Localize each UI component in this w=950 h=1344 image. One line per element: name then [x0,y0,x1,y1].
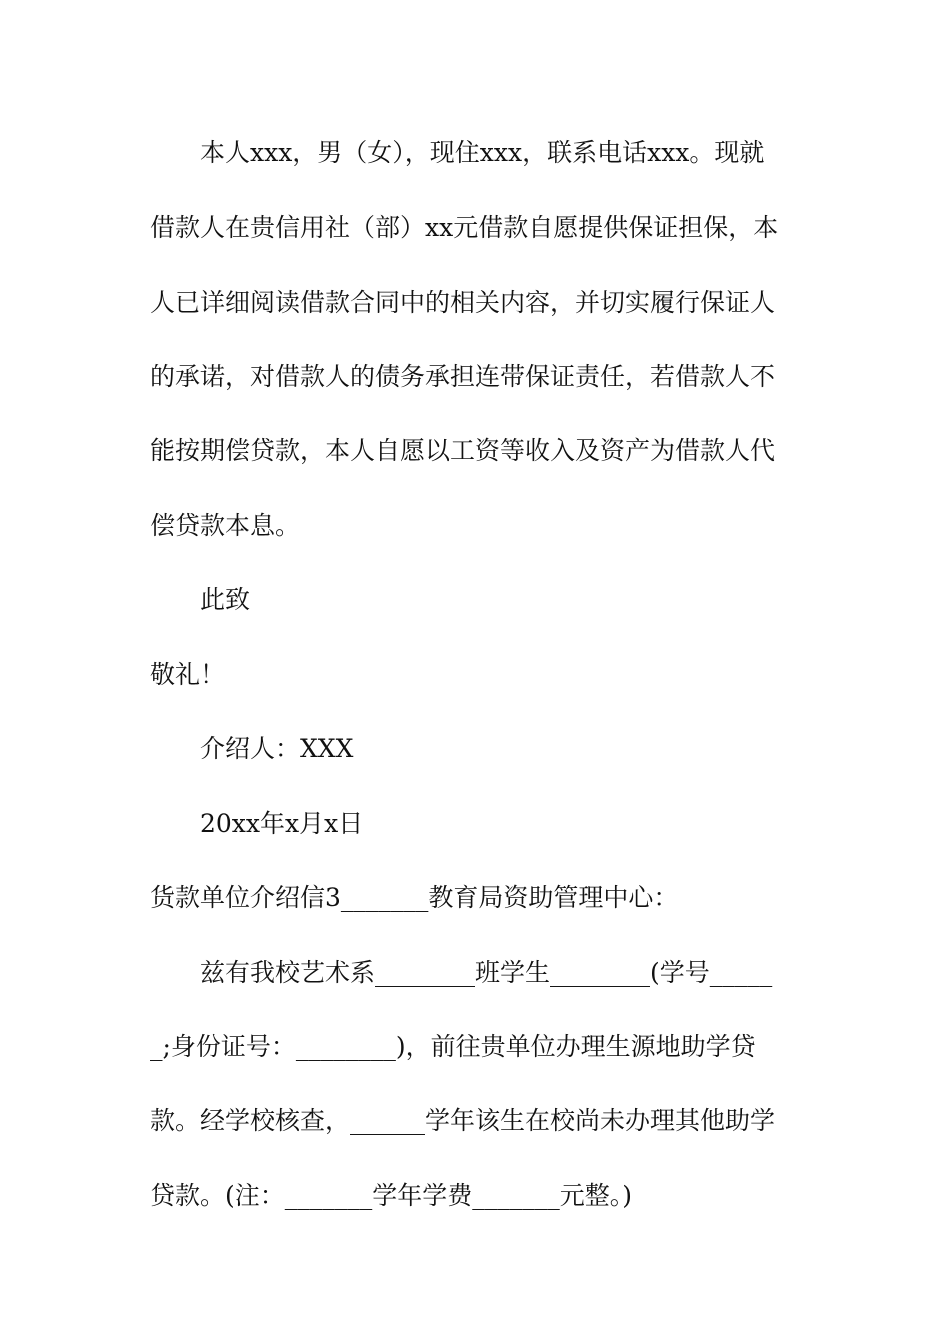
introducer-line: 介绍人：XXX [200,734,354,763]
date-line: 20xx年x月x日 [200,809,364,838]
paragraph-line-1: 本人xxx，男（女），现住xxx，联系电话xxx。现就 [200,138,765,167]
paragraph-line-2: 借款人在贵信用社（部）xx元借款自愿提供保证担保，本 [150,213,779,242]
paragraph-line-6: 偿贷款本息。 [150,511,301,540]
paragraph-line-5: 能按期偿贷款，本人自愿以工资等收入及资产为借款人代 [150,436,776,465]
salutation-line: 此致 [200,585,251,614]
paragraph-line-3: 人已详细阅读借款合同中的相关内容，并切实履行保证人 [150,288,776,317]
body-line-1: 兹有我校艺术系________班学生________(学号_____ [200,958,773,987]
closing-line: 敬礼！ [150,660,226,689]
body-line-4: 贷款。(注：_______学年学费_______元整。) [150,1181,633,1210]
letter-title-line: 货款单位介绍信3_______教育局资助管理中心： [150,883,679,912]
body-line-2: _;身份证号：________)，前往贵单位办理生源地助学贷 [150,1032,756,1061]
paragraph-line-4: 的承诺，对借款人的债务承担连带保证责任，若借款人不 [150,362,776,391]
body-line-3: 款。经学校核查，______学年该生在校尚未办理其他助学 [150,1106,776,1135]
